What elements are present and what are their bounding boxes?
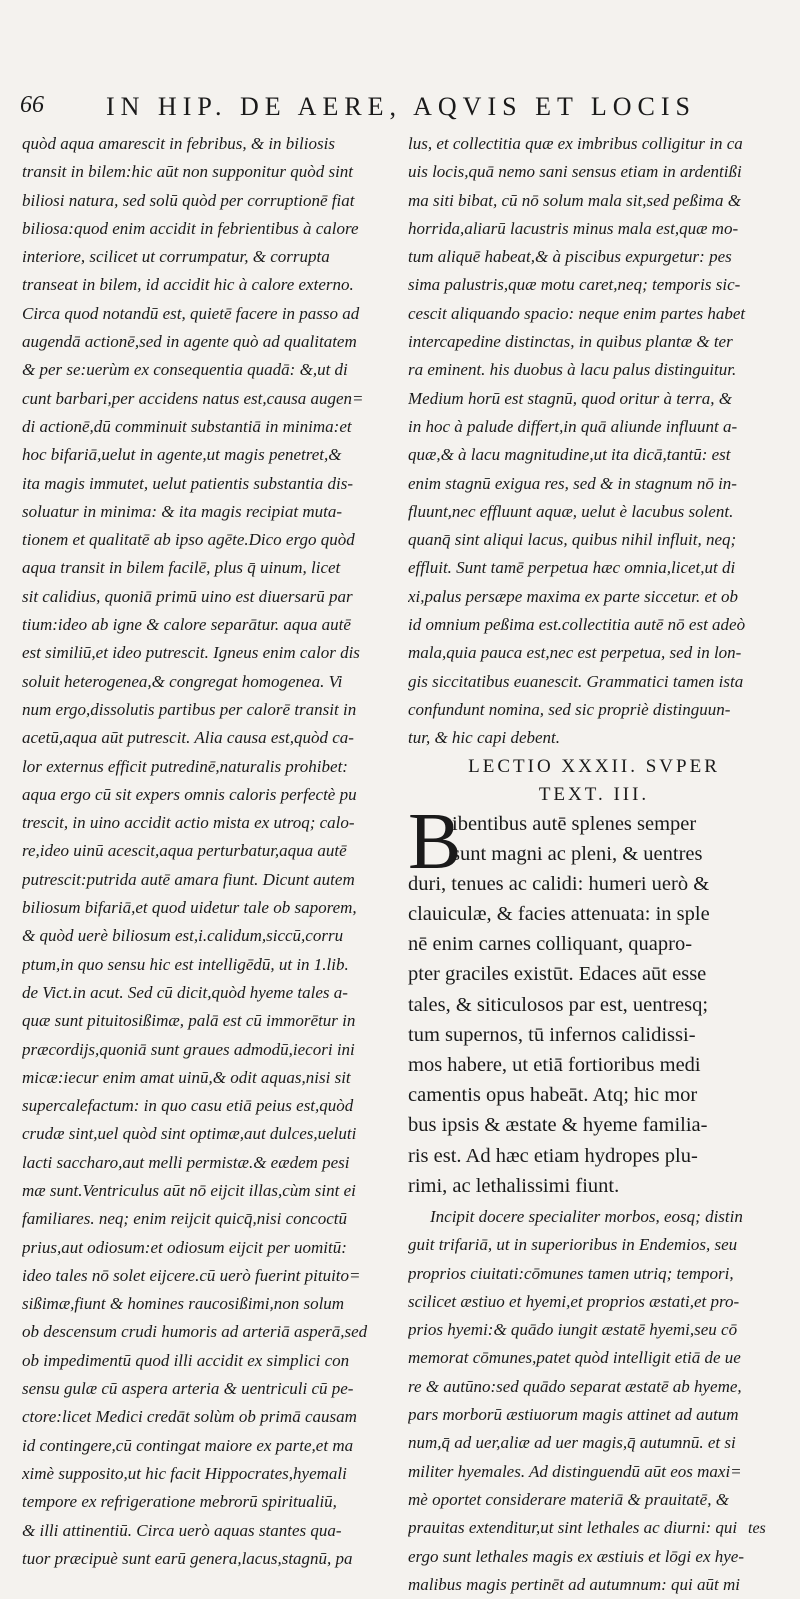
text-line: cescit aliquando spacio: neque enim partes habet [408,303,746,323]
text-line: mos habere, ut etiā fortioribus medi [408,1054,701,1077]
text-line: sima palustris,quæ motu caret,neq; temporis sic- [408,275,741,295]
text-line: ita magis immutet, uelut patientis substantia dis- [22,473,354,493]
text-line: effluit. Sunt tamē perpetua hæc omnia,licet,ut di [408,558,736,578]
text-line: pter graciles existūt. Edaces aūt esse [408,963,707,986]
text-line: ptum,in quo sensu hic est intelligēdū, ut in 1.lib. [22,954,349,974]
text-line: prauitas extenditur,ut sint lethales ac diurni: qui [408,1518,738,1538]
text-line: scilicet æstiuo et hyemi,et proprios æstati,et pro- [408,1291,740,1311]
text-line: Medium horū est stagnū, quod oritur à terra, & [408,388,732,408]
text-line: xi,palus persæpe maxima ex parte siccetur. et ob [408,586,739,606]
text-line: ob impedimentū quod illi accidit ex simplici con [22,1350,350,1370]
text-line: interiore, scilicet ut corrumpatur, & corrupta [22,247,330,267]
text-line: ctore:licet Medici credāt solùm ob primā causam [22,1407,357,1427]
text-line: transit in bilem:hic aūt non supponitur quòd sint [22,162,354,182]
text-line: bus ipsis & æstate & hyeme familia- [408,1114,708,1137]
text-line: sensu gulæ cū aspera arteria & uentriculi cū pe- [22,1379,354,1399]
text-line: soluatur in minima: & ita magis recipiat muta- [22,501,343,521]
text-line: & quòd uerè biliosum est,i.calidum,siccū,corru [22,926,344,946]
text-line: ma siti bibat, cū nō solum mala sit,sed peßima & [408,190,741,210]
text-line: gis siccitatibus euanescit. Grammatici tamen ista [408,671,744,691]
text-line: re & autūno:sed quādo separat æstatē ab hyeme, [408,1376,742,1396]
text-line: soluit heterogenea,& congregat homogenea. Vi [22,671,343,691]
text-line: lacti saccharo,aut melli permistæ.& eædem pesi [22,1152,350,1172]
commentary-top [408,130,780,753]
text-line: & per se:uerùm ex consequentia quadā: &,ut di [22,360,348,380]
text-line: tum aliquē habeat,& à piscibus expurgetur: pes [408,247,732,267]
text-line: proprios ciuitati:cōmunes tamen utriq; tempori, [408,1263,734,1283]
text-line: lor externus efficit putredinē,naturalis prohibet: [22,756,348,776]
text-line: est similiū,et ideo putrescit. Igneus enim calor dis [22,643,360,663]
text-line: prios hyemi:& quādo iungit æstatē hyemi,seu cō [408,1320,738,1340]
text-line: di actionē,dū comminuit substantiā in minima:et [22,416,352,436]
dropcap-initial: B [408,797,462,886]
text-line: tionem et qualitatē ab ipso agēte.Dico ergo quòd [22,530,355,550]
text-line: id contingere,cū contingat maiore ex parte,et ma [22,1435,354,1455]
text-line: micæ:iecur enim amat uinū,& odit aquas,nisi sit [22,1067,351,1087]
text-line: cunt barbari,per accidens natus est,causa augen= [22,388,364,408]
text-heading: TEXT. III. [538,783,650,805]
text-line: confundunt nomina, sed sic propriè distinguun- [408,699,731,719]
text-line: horrida,aliarū lacustris minus mala est,quæ mo- [408,218,739,238]
text-line: aqua transit in bilem facilē, plus q̄ uinum, licet [22,558,341,578]
text-line: biliosum bifariā,et quod uidetur tale ob saporem, [22,898,357,918]
text-line: trescit, in uino accidit actio mista ex utroq; calo- [22,813,355,833]
page-number: 66 [20,92,44,118]
text-line: quanq̄ sint aliqui lacus, quibus nihil influit, neq; [408,530,737,550]
text-line: transeat in bilem, id accidit hic à calore externo. [22,275,354,295]
text-line: ergo sunt lethales magis ex æstiuis et lōgi ex hye- [408,1546,744,1566]
text-line: militer hyemales. Ad distinguendū aūt eos maxi= [408,1461,742,1481]
aphorism-text [408,797,780,1201]
text-line: mè oportet considerare materiā & prauitatē, & [408,1489,729,1509]
text-line: Incipit docere specialiter morbos, eosq; distin [430,1206,743,1226]
text-line: tur, & hic capi debent. [408,728,561,748]
text-line: acetū,aqua aūt putrescit. Alia causa est,quòd ca- [22,728,354,748]
left-column [22,130,398,1573]
right-column [408,130,780,1599]
text-line: tempore ex refrigeratione mebrorū spiritualiū, [22,1492,337,1512]
text-line: sunt magni ac pleni, & uentres [452,842,703,865]
text-line: sit calidius, quoniā primū uino est diuersarū par [22,586,353,606]
text-line: familiares. neq; enim reijcit quicq̄,nisi concoctū [22,1209,347,1229]
lectio-heading: LECTIO XXXII. SVPER [468,755,720,777]
text-line: ra eminent. his duobus à lacu palus distinguitur. [408,360,737,380]
running-title: IN HIP. DE AERE, AQVIS ET LOCIS [106,92,696,121]
text-line: num ergo,dissolutis partibus per calorē transit in [22,699,357,719]
text-line: memorat cōmunes,patet quòd intelligit etiā de ue [408,1348,741,1368]
text-line: putrescit:putrida autē amara fiunt. Dicunt autem [22,869,355,889]
text-line: crudæ sint,uel quòd sint optimæ,aut dulces,ueluti [22,1124,357,1144]
text-line: ibentibus autē splenes semper [452,812,697,835]
text-line: aqua ergo cū sit expers omnis caloris perfectè pu [22,784,357,804]
text-line: malibus magis pertinēt ad autumnum: qui aūt mi [408,1574,740,1594]
text-line: ob descensum crudi humoris ad arteriā asperā,sed [22,1322,368,1342]
text-line: guit trifariā, ut in superioribus in Endemios, seu [408,1235,738,1255]
text-line: rimi, ac lethalissimi fiunt. [408,1174,620,1197]
text-line: hoc bifariā,uelut in agente,ut magis penetret,& [22,445,342,465]
text-line: & illi attinentiū. Circa uerò aquas stantes qua- [22,1520,342,1540]
text-line: ximè supposito,ut hic facit Hippocrates,hyemali [22,1463,347,1483]
text-line: uis locis,quā nemo sani sensus etiam in ardentißi [408,162,742,182]
text-line: biliosa:quod enim accidit in febrientibus à calore [22,218,359,238]
text-line: camentis opus habeāt. Atq; hic mor [408,1084,698,1107]
text-line: intercapedine distinctas, in quibus plantæ & ter [408,332,733,352]
text-line: quæ sunt pituitosißimæ, palā est cū immorētur in [22,1011,356,1031]
text-line: biliosi natura, sed solū quòd per corruptionē fiat [22,190,355,210]
text-line: duri, tenues ac calidi: humeri uerò & [408,872,710,895]
text-line: prius,aut odiosum:et odiosum eijcit per uomitū: [22,1237,347,1257]
text-line: Circa quod notandū est, quietē facere in passo ad [22,303,360,323]
aphorism-lines [408,797,780,1201]
text-line: pars morborū æstiuorum magis attinet ad autum [408,1405,739,1425]
text-line: num,q̄ ad uer,aliæ ad uer magis,q̄ autumnū. et si [408,1433,736,1453]
text-line: quòd aqua amarescit in febribus, & in biliosis [22,134,335,153]
text-line: re,ideo uinū acescit,aqua perturbatur,aqua autē [22,841,347,861]
commentary-bottom [408,1203,780,1599]
text-line: supercalefactum: in quo casu etiā peius est,quòd [22,1096,354,1116]
text-line: præcordijs,quoniā sunt graues admodū,iecori ini [22,1039,355,1059]
text-line: ris est. Ad hæc etiam hydropes plu- [408,1144,698,1167]
text-line: enim stagnū exigua res, sed & in stagnum nō in- [408,473,737,493]
text-line: fluunt,nec effluunt aquæ, uelut è lacubus solent. [408,501,734,521]
page-header [20,92,780,126]
text-line: de Vict.in acut. Sed cū dicit,quòd hyeme tales a- [22,982,348,1002]
text-line: tum supernos, tū infernos calidissi- [408,1023,696,1046]
text-line: id omnium peßima est.collectitia autē nō est adeò [408,615,746,635]
text-line: tuor præcipuè sunt earū genera,lacus,stagnū, pa [22,1548,353,1568]
text-line: mala,quia pauca est,nec est perpetua, sed in lon- [408,643,742,663]
text-line: mæ sunt.Ventriculus aūt nō eijcit illas,cùm sint ei [22,1180,356,1200]
text-line: tales, & siticulosos par est, uentresq; [408,993,709,1016]
text-line: quæ,& à lacu magnitudine,ut ita dicā,tantū: est [408,445,731,465]
text-line: tium:ideo ab igne & calore separātur. aqua autē [22,615,351,635]
text-line: clauiculæ, & facies attenuata: in sple [408,903,710,926]
text-line: augendā actionē,sed in agente quò ad qualitatem [22,332,357,352]
text-line: lus, et collectitia quæ ex imbribus colligitur in ca [408,134,743,153]
text-line: sißimæ,fiunt & homines raucosißimi,non solum [22,1294,345,1314]
catchword: tes [748,1520,766,1537]
text-line: ideo tales nō solet eijcere.cū uerò fuerint pituito= [22,1265,361,1285]
text-line: in hoc à palude differt,in quā aliunde influunt a- [408,416,738,436]
text-line: nē enim carnes colliquant, quapro- [408,933,693,956]
